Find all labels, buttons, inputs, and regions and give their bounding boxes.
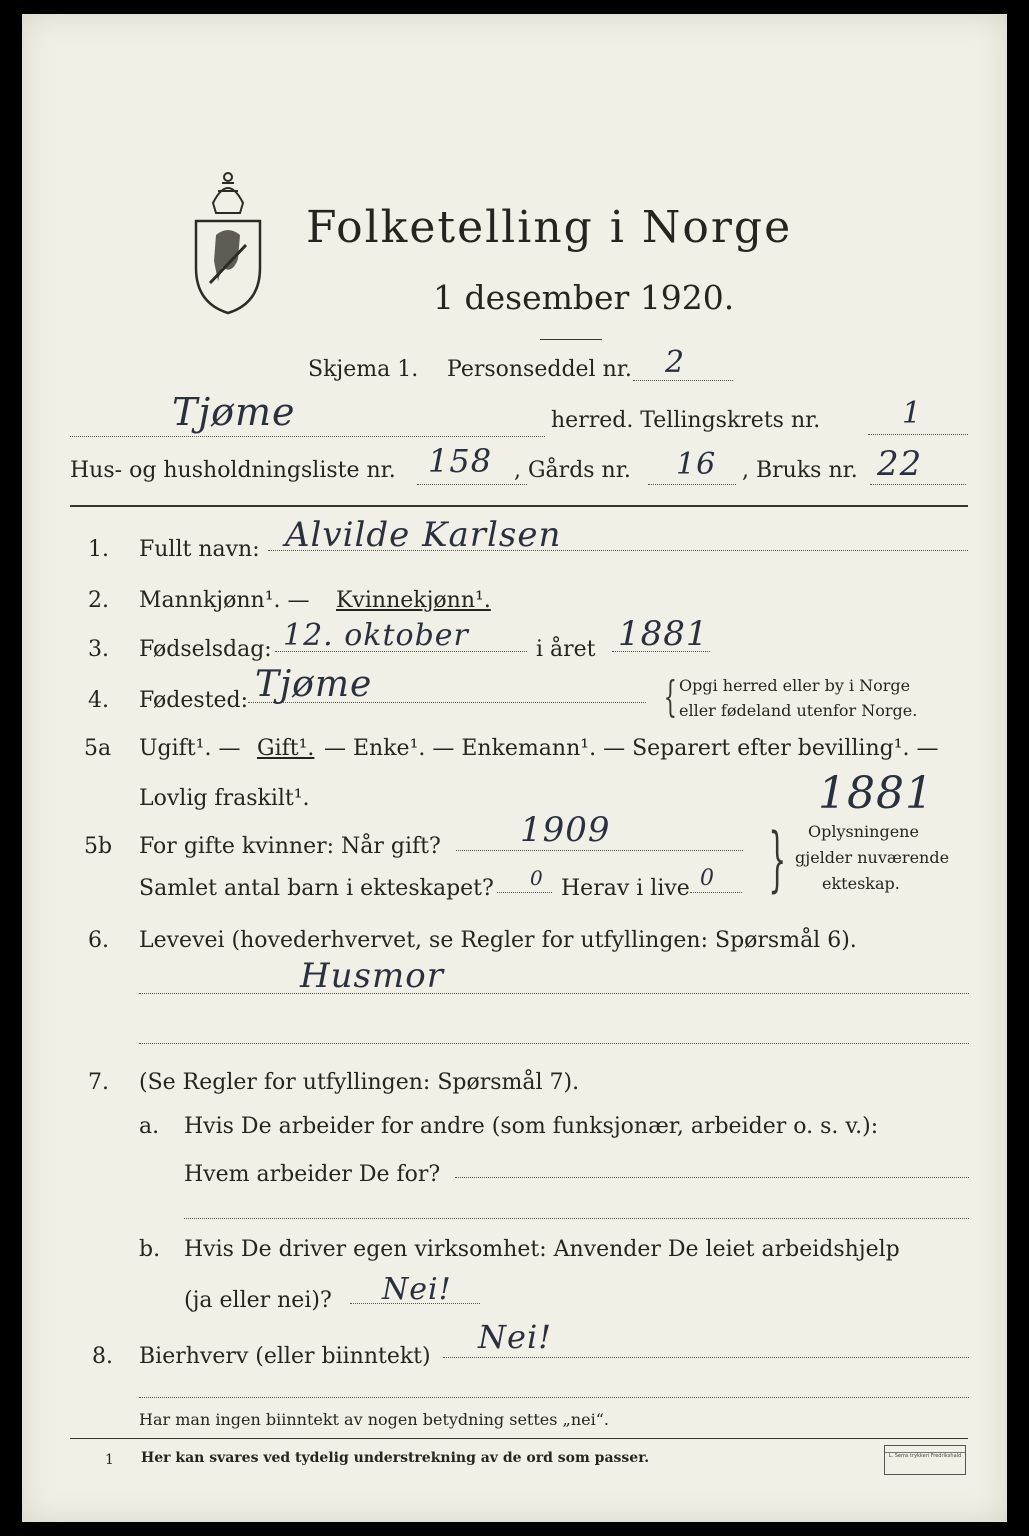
bruks-label: , Bruks nr.	[742, 458, 858, 483]
q6-label: Levevei (hovederhvervet, se Regler for utfyllingen: Spørsmål 6).	[139, 928, 857, 953]
status-unmarried-option[interactable]: Ugift¹. —	[139, 736, 241, 761]
herred-value[interactable]: Tjøme	[172, 390, 296, 434]
header-divider	[70, 505, 968, 507]
birthplace-value[interactable]: Tjøme	[255, 664, 373, 705]
side-income-note: Har man ingen biinntekt av nogen betydning settes „nei“.	[139, 1410, 609, 1429]
norwegian-coat-of-arms-icon	[188, 163, 268, 323]
footnote-mark: 1	[105, 1452, 114, 1468]
skjema-label: Skjema 1.	[308, 357, 419, 382]
q5b-number: 5b	[84, 834, 113, 859]
q1-number: 1.	[88, 537, 109, 562]
marriage-note-3: ekteskap.	[822, 874, 900, 893]
personseddel-label: Personseddel nr.	[447, 357, 632, 382]
sex-male-option[interactable]: Mannkjønn¹. —	[139, 588, 310, 613]
gards-value[interactable]: 16	[676, 447, 717, 482]
hus-value[interactable]: 158	[428, 442, 493, 480]
birthplace-note-2: eller fødeland utenfor Norge.	[679, 701, 918, 720]
year-label: i året	[536, 637, 596, 662]
alive-label: Herav i live	[561, 876, 690, 901]
q5a-number: 5a	[84, 736, 112, 761]
q2-number: 2.	[88, 588, 109, 613]
form-title: Folketelling i Norge	[306, 202, 793, 253]
q7-number: 7.	[88, 1070, 109, 1095]
q1-label: Fullt navn:	[139, 537, 260, 562]
hired-help-value[interactable]: Nei!	[382, 1272, 452, 1307]
q7a-label: Hvis De arbeider for andre (som funksjonær, arbeider o. s. v.):	[184, 1114, 879, 1139]
q7b-hired-help-label: (ja eller nei)?	[184, 1288, 332, 1313]
q8-number: 8.	[92, 1344, 113, 1369]
printer-stamp: L. Sems trykkeri Fredrikshald	[884, 1445, 966, 1475]
gards-label: , Gårds nr.	[514, 458, 631, 483]
full-name-value[interactable]: Alvilde Karlsen	[285, 515, 562, 555]
q7-label: (Se Regler for utfyllingen: Spørsmål 7).	[139, 1070, 580, 1095]
q7a-employer-label: Hvem arbeider De for?	[184, 1162, 441, 1187]
q4-number: 4.	[88, 688, 109, 713]
status-divorced-option[interactable]: Lovlig fraskilt¹.	[139, 786, 310, 811]
sex-female-option-underlined[interactable]: Kvinnekjønn¹.	[336, 588, 491, 613]
q7b-letter: b.	[139, 1237, 161, 1262]
q5b-label: For gifte kvinner: Når gift?	[139, 834, 441, 859]
birthyear-value[interactable]: 1881	[618, 614, 709, 654]
q3-label: Fødselsdag:	[139, 637, 272, 662]
q7a-letter: a.	[139, 1114, 160, 1139]
title-divider	[540, 339, 602, 340]
q6-number: 6.	[88, 928, 109, 953]
status-other-options[interactable]: — Enke¹. — Enkemann¹. — Separert efter bevilling¹. —	[324, 736, 939, 761]
marriage-note-1: Oplysningene	[808, 822, 919, 841]
margin-note-year: 1881	[818, 768, 934, 819]
birthdate-value[interactable]: 12. oktober	[283, 618, 469, 653]
status-married-option-underlined[interactable]: Gift¹.	[257, 736, 315, 761]
children-label: Samlet antal barn i ekteskapet?	[139, 876, 494, 901]
birthplace-note-1: Opgi herred eller by i Norge	[679, 676, 911, 695]
footer-divider	[70, 1438, 968, 1439]
personseddel-value[interactable]: 2	[665, 345, 686, 380]
q4-label: Fødested:	[139, 688, 249, 713]
q8-label: Bierhverv (eller biinntekt)	[139, 1344, 431, 1369]
herred-label: herred. Tellingskrets nr.	[551, 408, 821, 433]
tellingskrets-value[interactable]: 1	[902, 396, 923, 431]
q7b-label: Hvis De driver egen virksomhet: Anvender De leiet arbeidshjelp	[184, 1237, 900, 1262]
marriage-year-value[interactable]: 1909	[520, 810, 611, 850]
bruks-value[interactable]: 22	[877, 444, 923, 484]
census-date: 1 desember 1920.	[433, 278, 735, 317]
footnote-text: Her kan svares ved tydelig understrekning av de ord som passer.	[141, 1450, 650, 1466]
marriage-note-2: gjelder nuværende	[795, 848, 950, 867]
employer-field[interactable]	[455, 1177, 969, 1178]
alive-value[interactable]: 0	[700, 866, 715, 891]
q3-number: 3.	[88, 637, 109, 662]
children-value[interactable]: 0	[530, 866, 544, 890]
hus-label: Hus- og husholdningsliste nr.	[70, 458, 396, 483]
side-income-value[interactable]: Nei!	[478, 1318, 553, 1356]
occupation-value[interactable]: Husmor	[300, 956, 444, 996]
